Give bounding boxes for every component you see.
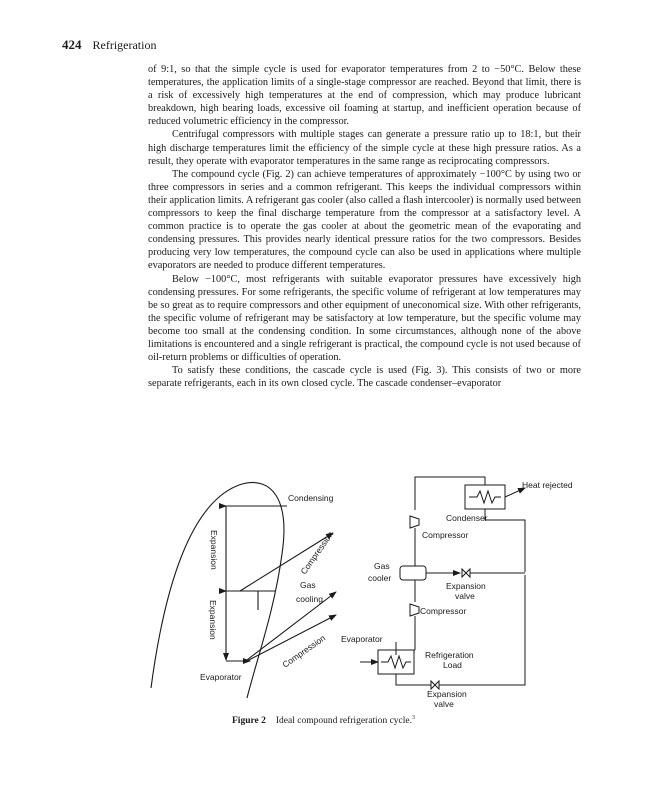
label-load: Load (443, 660, 462, 670)
label-gas: Gas (300, 580, 316, 590)
expansion-valve-lower (431, 681, 439, 689)
compressor-upper (410, 516, 419, 528)
figure-caption (0, 715, 647, 726)
label-expansion-lower: Expansion (208, 600, 218, 640)
gas-cooler (400, 566, 426, 580)
ph-diagram (151, 482, 336, 698)
caption-text: Ideal compound refrigeration cycle. (275, 716, 412, 727)
label-heat-rejected: Heat rejected (522, 480, 573, 490)
caption-reference: 3 (411, 715, 415, 721)
label-compressor-lower: Compressor (420, 606, 467, 616)
paragraph: Centrifugal compressors with multiple stages can generate a pressure ratio up to 18:1, but their high discharge temperatures limit the efficiency of the simple cycle at these high pressure ratios. As a result, they operate with evaporator temperatures in the same range as reciprocating compressors. (148, 129, 581, 167)
page-number: 424 (62, 37, 82, 52)
label-compression-upper: Compression (298, 529, 336, 577)
label-valve-2: valve (434, 699, 454, 709)
paragraph: of 9:1, so that the simple cycle is used for evaporator temperatures from 2 to −50°C. Below these temperatures, the application limits of a single-stage compressor are reached. Beyond that limit, there is a risk of excessively high temperatures at the end of compression, which may produce lubricant breakdown, high bearing loads, excessive oil foaming at startup, and inefficient operation because of reduced volumetric efficiency in the compressor. (148, 64, 581, 128)
paragraph: The compound cycle (Fig. 2) can achieve temperatures of approximately −100°C by using two or three compressors in series and a common refrigerant. This keeps the individual compressors within their application limits. A refrigerant gas cooler (also called a flash intercooler) is normally used between compressors to keep the final discharge temperature from the compressor at a satisfactory level. A common practice is to operate the gas cooler at about the geometric mean of the evaporating and condensing pressures. This provides nearly identical pressure ratios for the two compressors. Besides producing very low temperatures, the compound cycle can also be used in applications where multiple evaporators are needed to produce different temperatures. (148, 168, 581, 272)
caption-number: Figure 2 (232, 716, 266, 727)
label-condensing: Condensing (288, 493, 334, 503)
label-evaporator-schematic: Evaporator (341, 634, 383, 644)
label-valve-1: valve (455, 591, 475, 601)
label-compressor-upper: Compressor (422, 530, 469, 540)
expansion-valve-upper (462, 569, 470, 577)
compressor-lower (410, 604, 419, 616)
label-compression-lower: Compression (280, 632, 328, 670)
label-expansion-upper: Expansion (209, 530, 219, 570)
label-expansion-valve-2: Expansion (427, 689, 467, 699)
label-evaporator: Evaporator (200, 672, 242, 682)
label-cooling: cooling (296, 594, 323, 604)
running-title: Refrigeration (92, 38, 157, 52)
paragraph: Below −100°C, most refrigerants with suitable evaporator pressures have excessively high condensing pressures. For some refrigerants, the specific volume of refrigerant at low temperatures may be so great as to require compressors and other equipment of uneconomical size. With other refrigerants, the specific volume of refrigerant may be satisfactory at low temperature, but the specific volume may become too small at the condensing condition. In some circumstances, although none of the above limitations is encountered and a single refrigerant is practical, the compound cycle is not used because of oil-return problems or difficulties of operation. (148, 273, 581, 364)
label-refrigeration: Refrigeration (425, 650, 474, 660)
paragraph: To satisfy these conditions, the cascade cycle is used (Fig. 3). This consists of two or more separate refrigerants, each in its own closed cycle. The cascade condenser–evaporator (148, 365, 581, 390)
liquid-line-top (485, 509, 525, 572)
label-gas-cooler-gas: Gas (374, 561, 390, 571)
label-expansion-valve-1: Expansion (446, 581, 486, 591)
saturation-dome (151, 482, 284, 698)
label-gas-cooler-cooler: cooler (368, 573, 392, 583)
label-condenser: Condenser (446, 513, 488, 523)
